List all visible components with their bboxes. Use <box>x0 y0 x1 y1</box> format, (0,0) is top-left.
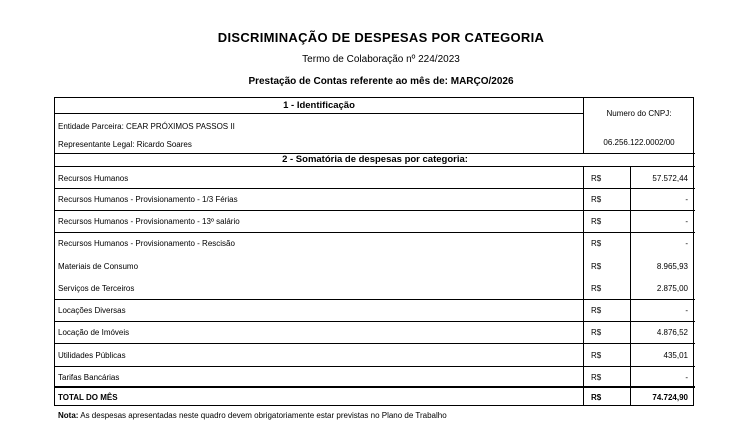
footnote-text: As despesas apresentadas neste quadro devem obrigatoriamente estar previstas no Plano de Trabalho <box>80 411 447 420</box>
category-amount: 57.572,44 <box>652 174 688 183</box>
footnote <box>58 411 447 420</box>
category-amount: 2.875,00 <box>656 284 688 293</box>
divider <box>55 188 695 189</box>
agreement-number: Termo de Colaboração nº 224/2023 <box>302 54 460 65</box>
category-amount: - <box>685 195 688 204</box>
category-label: Recursos Humanos <box>58 174 129 183</box>
currency-symbol: R$ <box>591 239 602 248</box>
total-currency: R$ <box>591 393 602 402</box>
currency-symbol: R$ <box>591 262 602 271</box>
category-amount: - <box>685 217 688 226</box>
category-label: Materiais de Consumo <box>58 262 139 271</box>
divider <box>55 166 695 167</box>
currency-symbol: R$ <box>591 328 602 337</box>
cnpj-value: 06.256.122.0002/00 <box>603 138 675 147</box>
footnote-prefix: Nota: <box>58 411 79 420</box>
total-amount: 74.724,90 <box>652 393 688 402</box>
category-label: Locações Diversas <box>58 306 126 315</box>
category-label: Serviços de Terceiros <box>58 284 135 293</box>
currency-symbol: R$ <box>591 373 602 382</box>
currency-symbol: R$ <box>591 351 602 360</box>
divider <box>55 386 695 388</box>
section1-title: 1 - Identificação <box>283 100 355 111</box>
divider <box>55 343 695 344</box>
category-label: Utilidades Públicas <box>58 351 126 360</box>
currency-symbol: R$ <box>591 306 602 315</box>
category-amount: - <box>685 239 688 248</box>
legal-representative: Representante Legal: Ricardo Soares <box>58 140 192 149</box>
category-amount: - <box>685 306 688 315</box>
divider <box>55 232 695 233</box>
currency-symbol: R$ <box>591 174 602 183</box>
document-title: DISCRIMINAÇÃO DE DESPESAS POR CATEGORIA <box>217 30 545 45</box>
currency-symbol: R$ <box>591 195 602 204</box>
category-label: Locação de Imóveis <box>58 328 130 337</box>
category-label: Recursos Humanos - Provisionamento - 13º salário <box>58 217 240 226</box>
divider <box>630 166 631 406</box>
divider <box>55 366 695 367</box>
entity-name: Entidade Parceira: CEAR PRÓXIMOS PASSOS II <box>58 122 235 131</box>
divider <box>583 166 584 406</box>
category-label: Tarifas Bancárias <box>58 373 120 382</box>
category-label: Recursos Humanos - Provisionamento - Rescisão <box>58 239 235 248</box>
category-label: Recursos Humanos - Provisionamento - 1/3 Férias <box>58 195 238 204</box>
section2-title: 2 - Somatória de despesas por categoria: <box>282 154 468 165</box>
divider <box>55 113 583 114</box>
cnpj-label: Numero do CNPJ: <box>606 109 672 118</box>
divider <box>55 321 695 322</box>
category-amount: 435,01 <box>663 351 688 360</box>
expense-table <box>54 97 694 406</box>
divider <box>55 299 695 300</box>
category-amount: - <box>685 373 688 382</box>
currency-symbol: R$ <box>591 284 602 293</box>
category-amount: 4.876,52 <box>656 328 688 337</box>
category-amount: 8.965,93 <box>656 262 688 271</box>
total-label: TOTAL DO MÊS <box>58 393 118 402</box>
divider <box>55 210 695 211</box>
reporting-period: Prestação de Contas referente ao mês de: MARÇO/2026 <box>248 76 514 87</box>
currency-symbol: R$ <box>591 217 602 226</box>
